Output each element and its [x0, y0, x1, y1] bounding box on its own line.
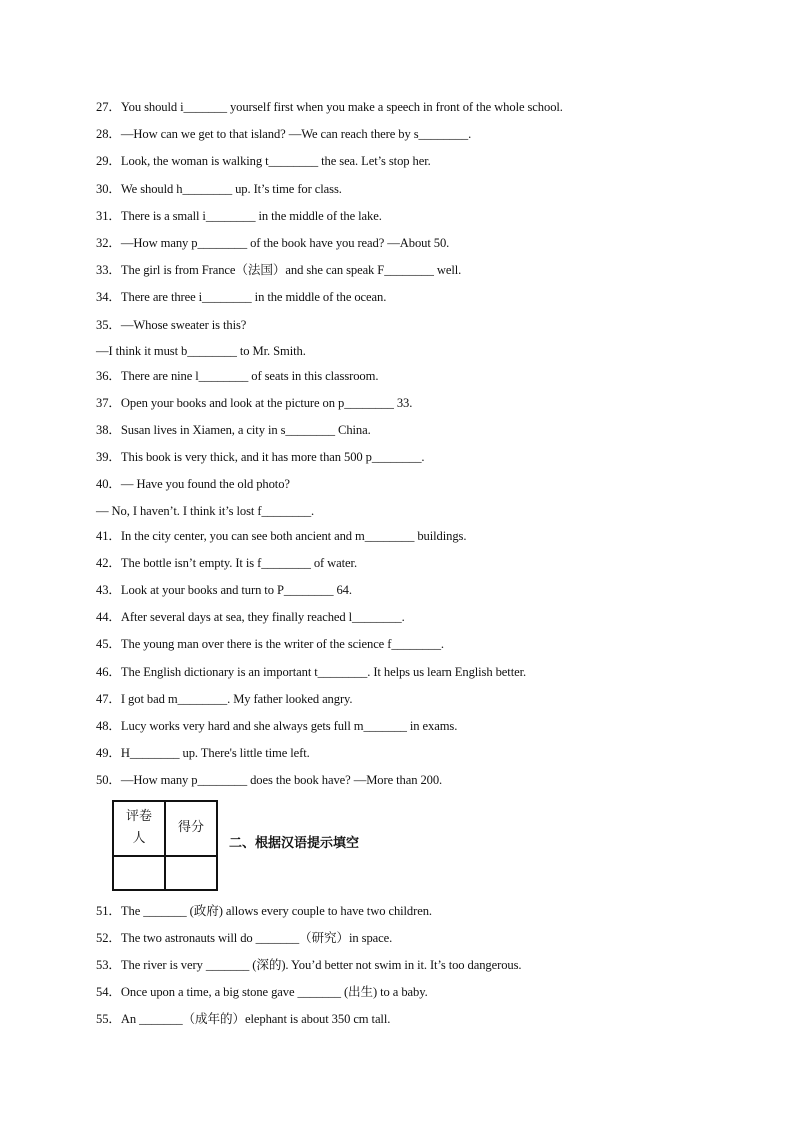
question-text: There are three i________ in the middle of the ocean. [120, 290, 387, 305]
question-text: —How many p________ of the book have you read? —About 50. [120, 235, 450, 250]
worksheet-page [96, 94, 736, 1033]
question-list-part2 [96, 898, 736, 1034]
question-44: 44．After several days at sea, they finally reached l________. [96, 610, 405, 625]
section2-header [96, 800, 736, 898]
question-31: 31．There is a small i________ in the middle of the lake. [96, 208, 382, 223]
question-36: 36．There are nine l________ of seats in this classroom. [96, 368, 379, 383]
question-text: —How many p________ does the book have? —More than 200. [120, 773, 443, 788]
question-text: The _______ (政府) allows every couple to have two children. [120, 903, 432, 918]
question-34: 34．There are three i________ in the middle of the ocean. [96, 290, 387, 305]
question-text: The two astronauts will do _______（研究）in space. [120, 930, 393, 945]
question-55: 55．An _______（成年的）elephant is about 350 cm tall. [96, 1012, 391, 1027]
question-41: 41．In the city center, you can see both ancient and m________ buildings. [96, 528, 467, 543]
question-51: 51．The _______ (政府) allows every couple to have two children. [96, 903, 432, 918]
question-37: 37．Open your books and look at the picture on p________ 33. [96, 395, 413, 410]
question-48: 48．Lucy works very hard and she always gets full m_______ in exams. [96, 718, 458, 733]
question-text: The girl is from France（法国）and she can speak F________ well. [120, 263, 462, 278]
question-text: Look, the woman is walking t________ the sea. Let’s stop her. [120, 154, 431, 169]
question-text: The English dictionary is an important t________. It helps us learn English better. [120, 664, 527, 679]
question-text: An _______（成年的）elephant is about 350 cm tall. [120, 1012, 391, 1027]
question-35: 35．—Whose sweater is this? [96, 317, 247, 332]
question-33: 33．The girl is from France（法国）and she can speak F________ well. [96, 263, 462, 278]
question-38: 38．Susan lives in Xiamen, a city in s________ China. [96, 423, 371, 438]
question-54: 54．Once upon a time, a big stone gave _______ (出生) to a baby. [96, 985, 428, 1000]
question-46: 46．The English dictionary is an important t________. It helps us learn English better. [96, 664, 527, 679]
question-50: 50．—How many p________ does the book have? —More than 200. [96, 773, 443, 788]
question-43: 43．Look at your books and turn to P________ 64. [96, 583, 352, 597]
question-45: 45．The young man over there is the writer of the science f________. [96, 637, 444, 652]
question-text: We should h________ up. It’s time for class. [120, 181, 342, 196]
question-text: There are nine l________ of seats in this classroom. [120, 368, 379, 383]
score-entry-cell[interactable] [165, 856, 217, 890]
question-text: Open your books and look at the picture on p________ 33. [120, 395, 413, 410]
question-47: 47．I got bad m________. My father looked angry. [96, 691, 353, 706]
question-list-part1 [96, 94, 736, 795]
grader-label-cell [113, 801, 165, 856]
question-30: 30．We should h________ up. It’s time for class. [96, 181, 342, 196]
question-27: 27．You should i_______ yourself first when you make a speech in front of the whole school. [96, 100, 563, 114]
section-title: 二、根据汉语提示填空 [229, 835, 360, 851]
question-text: The young man over there is the writer of the science f________. [120, 637, 444, 652]
grader-label: 评卷人 [125, 809, 152, 846]
question-40: 40．— Have you found the old photo? [96, 477, 290, 492]
question-28: 28．—How can we get to that island? —We can reach there by s________. [96, 127, 472, 142]
question-text: In the city center, you can see both ancient and m________ buildings. [120, 528, 467, 543]
question-text: You should i_______ yourself first when you make a speech in front of the whole school. [120, 100, 563, 114]
grader-entry-cell[interactable] [113, 856, 165, 890]
question-text: There is a small i________ in the middle of the lake. [120, 208, 382, 223]
question-text: After several days at sea, they finally reached l________. [120, 610, 405, 625]
question-text: Susan lives in Xiamen, a city in s________ China. [120, 423, 371, 438]
score-label-cell [165, 801, 217, 856]
question-40-continuation: — No, I haven’t. I think it’s lost f________. [96, 503, 315, 518]
question-49: 49．H________ up. There's little time left. [96, 746, 310, 761]
question-text: H________ up. There's little time left. [120, 746, 310, 761]
question-text: Lucy works very hard and she always gets full m_______ in exams. [120, 718, 458, 733]
question-text: The river is very _______ (深的). You’d better not swim in it. It’s too dangerous. [120, 957, 522, 972]
question-52: 52．The two astronauts will do _______（研究）in space. [96, 930, 393, 945]
question-53: 53．The river is very _______ (深的). You’d better not swim in it. It’s too dangerous. [96, 957, 522, 972]
question-39: 39．This book is very thick, and it has more than 500 p________. [96, 450, 425, 465]
question-text: This book is very thick, and it has more than 500 p________. [120, 450, 425, 465]
question-32: 32．—How many p________ of the book have you read? —About 50. [96, 235, 450, 250]
score-table [112, 800, 218, 891]
question-text: — Have you found the old photo? [120, 477, 290, 492]
question-text: I got bad m________. My father looked angry. [120, 691, 353, 706]
question-text: —How can we get to that island? —We can reach there by s________. [120, 127, 472, 142]
question-29: 29．Look, the woman is walking t________ the sea. Let’s stop her. [96, 154, 431, 169]
score-label: 得分 [177, 820, 204, 835]
question-text: The bottle isn’t empty. It is f________ of water. [120, 555, 357, 570]
question-text: Look at your books and turn to P________ 64. [120, 583, 352, 597]
question-35-continuation: —I think it must b________ to Mr. Smith. [96, 343, 306, 358]
question-42: 42．The bottle isn’t empty. It is f________ of water. [96, 555, 357, 570]
question-text: Once upon a time, a big stone gave _______ (出生) to a baby. [120, 985, 428, 1000]
question-text: —Whose sweater is this? [120, 317, 247, 332]
